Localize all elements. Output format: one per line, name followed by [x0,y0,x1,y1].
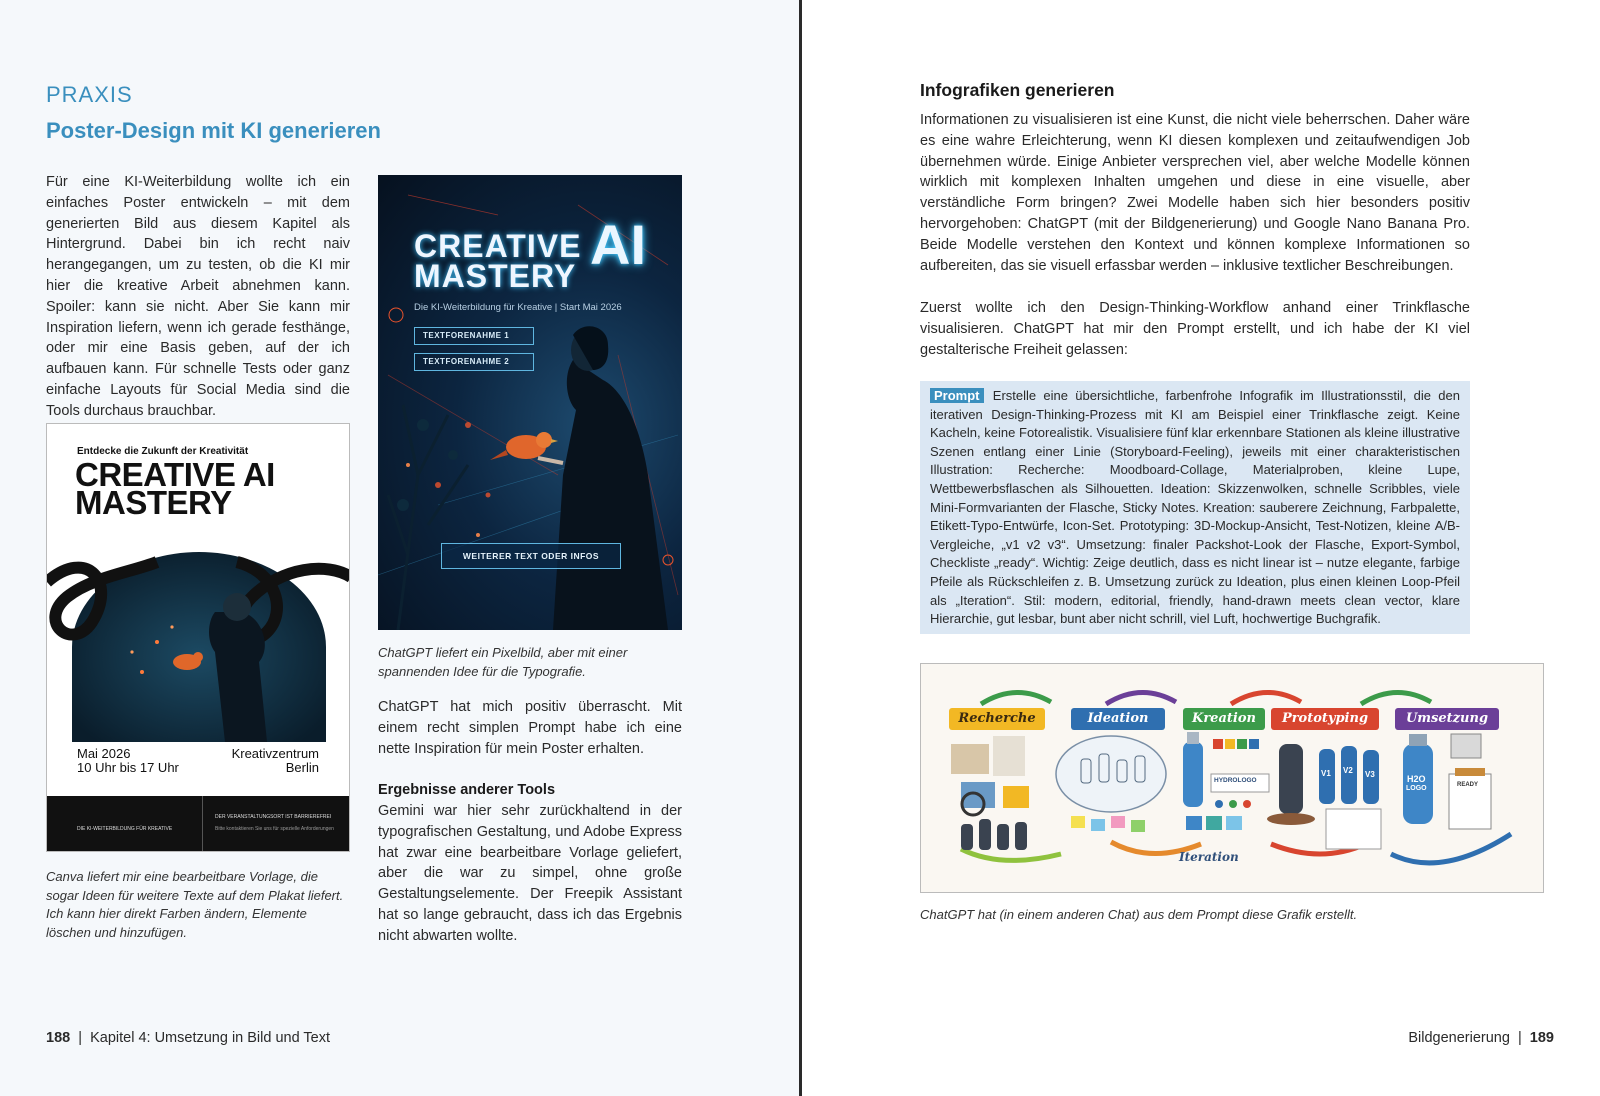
stage-banner-label: Recherche [958,711,1036,726]
canva-title-line1: CREATIVE AI [75,456,275,493]
prompt-box [920,381,1470,634]
stage-banner-recherche [949,708,1045,730]
canva-footer-right-sub: Bitte kontaktieren Sie uns für spezielle Anforderungen [215,826,334,832]
right-page-number: 189 [1529,1030,1554,1046]
stage-banner-umsetzung [1395,708,1499,730]
canva-title-line2: MASTERY [75,484,232,521]
h2o-label: H2O [1407,774,1426,784]
tools-heading: Ergebnisse anderer Tools [378,782,556,799]
canva-footer-right-title: DER VERANSTALTUNGSORT IST BARRIEREFREI [215,814,332,820]
ready-label: READY [1457,782,1479,788]
canva-time: 10 Uhr bis 17 Uhr [77,760,179,775]
v2-label: V2 [1343,766,1353,775]
stage-banner-prototyping [1271,708,1379,730]
infographic-caption: ChatGPT hat (in einem anderen Chat) aus dem Prompt diese Grafik erstellt. [920,907,1358,922]
footer-separator: | [1513,1030,1526,1046]
canva-venue-line1: Kreativzentrum [231,746,319,761]
chatgpt-cta-label: WEITERER TEXT ODER INFOS [462,551,600,561]
infographic-image [920,663,1544,893]
section-heading: Infografiken generieren [920,80,1115,100]
hydro-logo-label: HYDROLOGO [1214,777,1257,784]
logo-label: LOGO [1406,785,1427,792]
page-title: Poster-Design mit KI generieren [46,118,381,143]
stage-banner-label: Ideation [1087,711,1149,726]
chatgpt-ai-mark: AI [590,213,646,276]
section-kicker: PRAXIS [46,82,133,107]
infografik-paragraph-2: Zuerst wollte ich den Design-Thinking-Workflow anhand einer Trinkflasche visualisieren. ChatGPT hat mir den Prompt erstellt, und ich habe der KI viel gestalterische Freiheit gelassen: [920,300,1470,358]
chatgpt-paragraph: ChatGPT hat mich positiv überrascht. Mit einem recht simplen Prompt habe ich eine nette Inspiration für mein Poster erhalten. [378,699,682,757]
chatgpt-caption: ChatGPT liefert ein Pixelbild, aber mit einer spannenden Idee für die Typografie. [378,645,628,679]
chatgpt-subtitle: Die KI-Weiterbildung für Kreative | Start Mai 2026 [414,302,622,313]
chatgpt-title-line2: MASTERY [414,258,577,294]
canva-footer-left: DIE KI-WEITERBILDUNG FÜR KREATIVE [77,826,173,832]
stage-banner-label: Prototyping [1281,711,1369,726]
chapter-label: Kapitel 4: Umsetzung in Bild und Text [90,1030,331,1046]
chatgpt-field-1 [414,327,534,345]
v3-label: V3 [1365,770,1375,779]
canva-caption: Canva liefert mir eine bearbeitbare Vorlage, die sogar Ideen für weitere Texte auf dem Plakat liefert. Ich kann hier direkt Farben ändern, Elemente löschen und hinzufügen. [46,869,344,940]
stage-banner-label: Kreation [1192,711,1256,726]
canva-poster-image [46,423,350,852]
canva-footer-divider [202,796,203,852]
stage-banner-kreation [1183,708,1265,730]
section-label: Bildgenerierung [1408,1030,1510,1046]
canva-date: Mai 2026 [77,746,131,761]
chatgpt-text-block [378,697,682,947]
chatgpt-field-2-label: TEXTFORENAHME 2 [423,357,510,366]
left-footer [46,1030,330,1046]
canva-tagline: Entdecke die Zukunft der Kreativität [77,446,249,457]
stage-banner-label: Umsetzung [1405,711,1489,726]
chatgpt-field-1-label: TEXTFORENAHME 1 [423,331,510,340]
right-page [802,0,1600,1096]
canva-venue-line2: Berlin [285,760,319,775]
chatgpt-poster-image [378,175,682,630]
left-page [0,0,799,1096]
tools-paragraph: Gemini war hier sehr zurückhaltend in der typografischen Gestaltung, und Adobe Express hat zwar eine bearbeitbare Vorlage geliefert, aber die war zu simpel, ohne große Gestaltungselemente. Der Freepik Assistant hat so lange gebraucht, dass ich das Ergebnis nicht abwarten wollte. [378,802,682,944]
chatgpt-field-2 [414,353,534,371]
prompt-content [930,387,1460,629]
intro-paragraph: Für eine KI-Weiterbildung wollte ich ein einfaches Poster entwickeln – mit dem generierten Bild aus diesem Kapitel als Hintergrund. Dabei bin ich recht naiv herangegangen, um zu testen, ob die KI mir hier die kreative Arbeit abnehmen kann. Spoiler: kann sie nicht. Aber Sie kann mir Inspiration liefern, wenn ich gerade festhänge, oder mir eine Basis geben, auf der ich aufbauen kann. Für schnelle Tests oder ganz einfache Layouts für Social Media sind die Tools durchaus brauchbar. [46,174,350,419]
canva-footer-bar [47,796,350,852]
left-page-number: 188 [46,1030,71,1046]
iteration-loop-label: Iteration [1179,850,1239,864]
prompt-label: Prompt [930,388,984,403]
chatgpt-title-line1: CREATIVE [414,228,582,264]
stage-banner-ideation [1071,708,1165,730]
prompt-text: Erstelle eine übersichtliche, farbenfrohe Infografik im Illustrationsstil, die den iterativen Design-Thinking-Prozess mit KI am Beispiel einer Trinkflasche zeigt. Keine Kacheln, keine Fotorealistik. Visualisiere fünf klar erkennbare Stationen als kleine illustrative Szenen entlang einer Linie (Storyboard-Feeling), jeweils mit einer charakteristischen Illustration: Recherche: Moodboard-Collage, Materialproben, kleine Lupe, Wettbewerbsflaschen als Silhouetten. Ideation: Skizzenwolken, schnelle Scribbles, viele Mini-Formvarianten der Flasche, Sticky Notes. Kreation: sauberere Zeichnung, Farbpalette, Etikett-Typo-Entwürfe, Icon-Set. Prototyping: 3D-Mockup-Ansicht, Test-Notizen, kleine A/B-Vergleiche, „v1 v2 v3“. Umsetzung: finaler Packshot-Look der Flasche, Export-Symbol, Checkliste „ready“. Wichtig: Zeige deutlich, dass es nicht linear ist – nutze elegante, farbige Pfeile als Rückschleifen z. B. Umsetzung zurück zu Ideation, plus einen kleinen Loop-Pfeil als „Iteration“. Stil: modern, editorial, friendly, hand-drawn meets clean vector, klare Hierarchie, gut lesbar, bunt aber nicht schrill, viel Luft, hochwertige Buchgrafik. [930,388,1460,627]
canva-artwork [47,552,350,752]
chatgpt-cta-button [441,543,621,569]
footer-separator: | [74,1030,87,1046]
infografik-paragraph-1: Informationen zu visualisieren ist eine Kunst, die nicht viele beherrschen. Daher wäre es eine wahre Erleichterung, wenn KI diesen komplexen und zeitaufwendigen Job übernehmen würde. Einige Anbieter versprechen viel, aber welche Modelle können wirklich mit komplexen Inhalten umgehen und diese in eine visuelle, aber verständliche Form bringen? Zwei Modelle haben sich hier besonders positiv hervorgehoben: ChatGPT (mit der Bildgenerierung) und Google Nano Banana Pro. Beide Modelle verstehen den Kontext und können komplexe Informationen so aufbereiten, das sie visuell erfassbar werden – inklusive textlicher Beschreibungen. [920,112,1470,274]
v1-label: V1 [1321,769,1331,778]
right-footer [1408,1030,1554,1046]
